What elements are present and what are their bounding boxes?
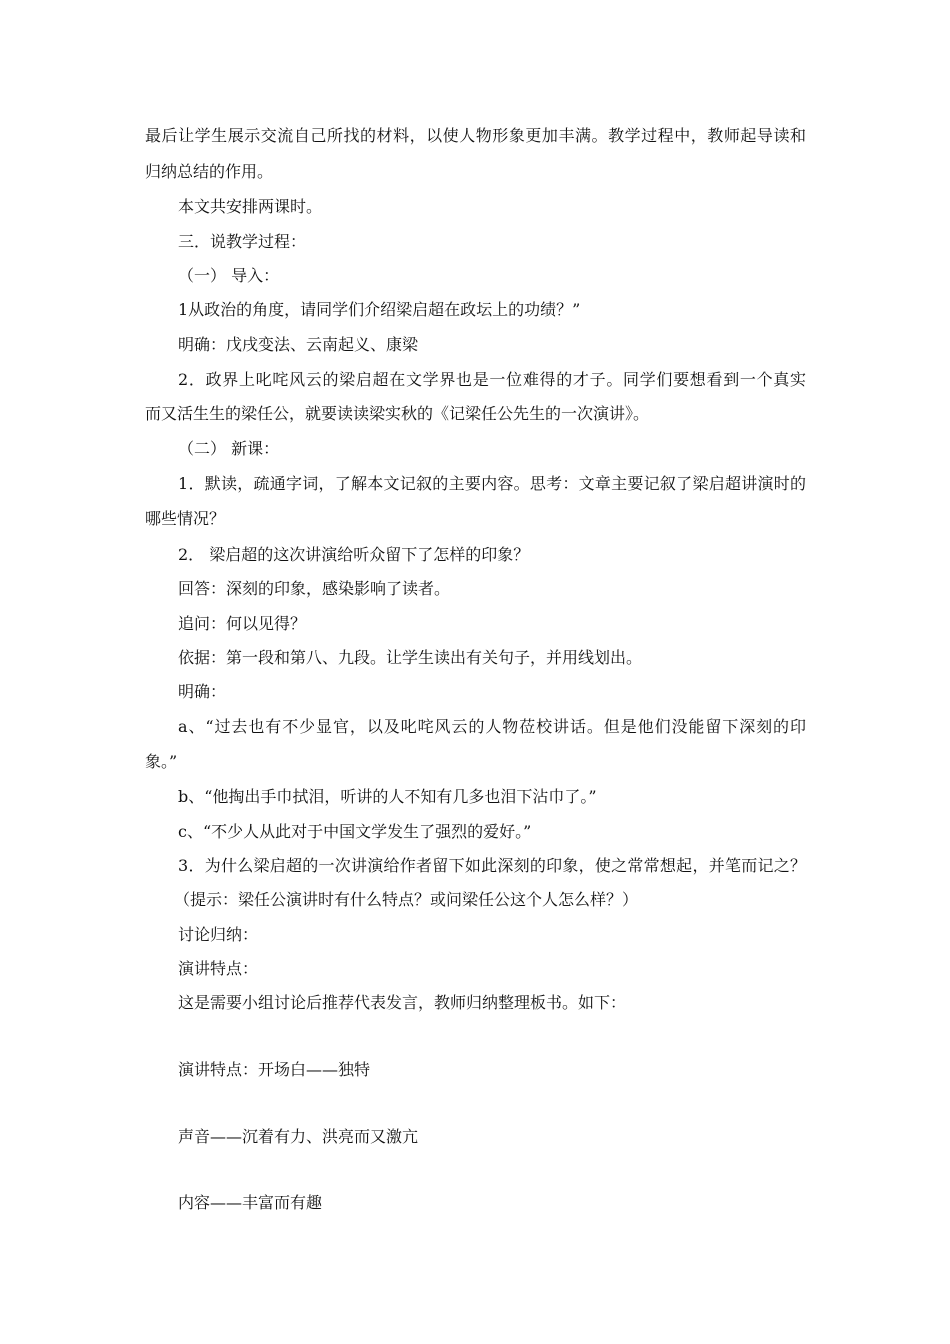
paragraph: 这是需要小组讨论后推荐代表发言，教师归纳整理板书。如下： (178, 993, 627, 1012)
paragraph-line: 而又活生生的梁任公，就要读读梁实秋的《记梁任公先生的一次演讲》。 (145, 404, 650, 423)
paragraph-line: 最后让学生展示交流自己所找的材料，以使人物形象更加丰满。教学过程中，教师起导读和 (145, 126, 806, 145)
paragraph: 依据：第一段和第八、九段。让学生读出有关句子，并用线划出。 (178, 648, 643, 667)
paragraph: 3．为什么梁启超的一次讲演给作者留下如此深刻的印象，使之常常想起，并笔而记之？ (178, 856, 806, 875)
paragraph: 回答：深刻的印象，感染影响了读者。 (178, 579, 451, 598)
paragraph: 讨论归纳： (178, 925, 259, 944)
paragraph-line: a、“过去也有不少显官，以及叱咤风云的人物莅校讲话。但是他们没能留下深刻的印 (178, 717, 806, 736)
paragraph-line: 归纳总结的作用。 (145, 162, 274, 181)
subsection-heading: （二） 新课： (178, 439, 280, 458)
board-note: 声音——沉着有力、洪亮而又激亢 (178, 1127, 419, 1146)
paragraph: 本文共安排两课时。 (178, 197, 323, 216)
paragraph: 明确： (178, 682, 227, 701)
paragraph-line: 2．政界上叱咤风云的梁启超在文学界也是一位难得的才子。同学们要想看到一个真实 (178, 370, 806, 389)
board-note: 演讲特点：开场白——独特 (178, 1060, 371, 1079)
paragraph: b、“他掏出手巾拭泪，听讲的人不知有几多也泪下沾巾了。” (178, 787, 597, 806)
paragraph: 明确：戊戌变法、云南起义、康梁 (178, 335, 419, 354)
section-heading: 三．说教学过程： (178, 232, 307, 251)
paragraph-line: 哪些情况？ (145, 509, 226, 528)
board-note: 内容——丰富而有趣 (178, 1193, 323, 1212)
paragraph: （提示：梁任公演讲时有什么特点？或问梁任公这个人怎么样？） (174, 890, 639, 909)
paragraph-line: 象。” (145, 752, 178, 771)
paragraph: 2． 梁启超的这次讲演给听众留下了怎样的印象？ (178, 545, 530, 564)
paragraph-line: 1．默读，疏通字词，了解本文记叙的主要内容。思考：文章主要记叙了梁启超讲演时的 (178, 474, 806, 493)
paragraph: 演讲特点： (178, 959, 259, 978)
paragraph: c、“不少人从此对于中国文学发生了强烈的爱好。” (178, 822, 532, 841)
subsection-heading: （一） 导入： (178, 266, 280, 285)
paragraph: 1从政治的角度，请同学们介绍梁启超在政坛上的功绩？” (178, 300, 581, 319)
paragraph: 追问：何以见得？ (178, 614, 307, 633)
